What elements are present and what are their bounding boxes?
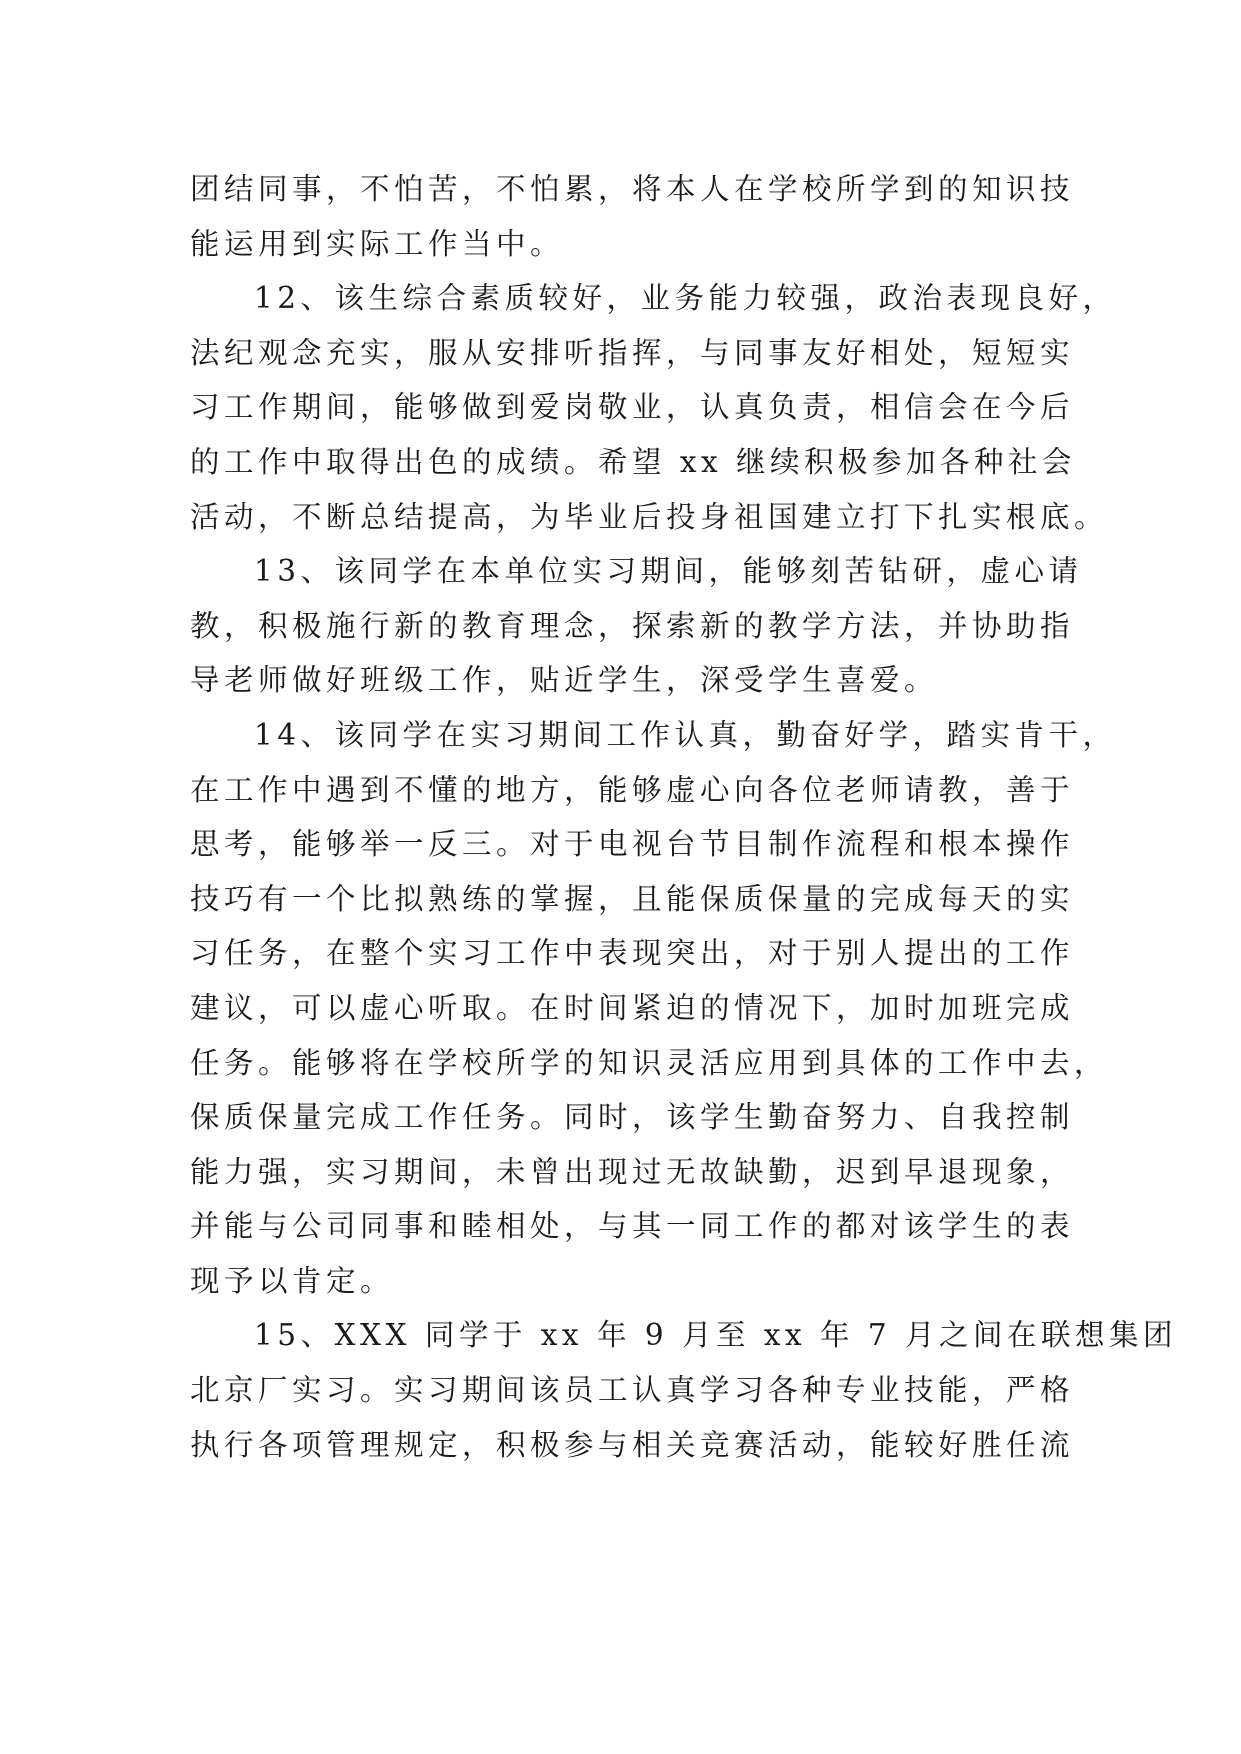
text-line: 保质保量完成工作任务。同时，该学生勤奋努力、自我控制 (190, 1100, 1075, 1135)
text-line: 的工作中取得出色的成绩。希望 xx 继续积极参加各种社会 (190, 444, 1077, 479)
text-line: 并能与公司同事和睦相处，与其一同工作的都对该学生的表 (190, 1209, 1075, 1244)
text-line: 现予以肯定。 (190, 1263, 395, 1298)
paragraph-13-start: 13、该同学在本单位实习期间，能够刻苦钻研，虚心请 (254, 554, 1083, 589)
text-line: 能力强，实习期间，未曾出现过无故缺勤，迟到早退现象， (190, 1154, 1075, 1189)
text-line: 活动，不断总结提高，为毕业后投身祖国建立打下扎实根底。 (190, 499, 1109, 534)
text-line: 技巧有一个比拟熟练的掌握，且能保质保量的完成每天的实 (190, 881, 1075, 916)
text-line: 北京厂实习。实习期间该员工认真学习各种专业技能，严格 (190, 1373, 1075, 1408)
text-line: 习工作期间，能够做到爱岗敬业，认真负责，相信会在今后 (190, 390, 1075, 425)
text-line: 思考，能够举一反三。对于电视台节目制作流程和根本操作 (190, 827, 1075, 862)
paragraph-14-start: 14、该同学在实习期间工作认真，勤奋好学，踏实肯干， (254, 717, 1117, 752)
text-line: 任务。能够将在学校所学的知识灵活应用到具体的工作中去， (190, 1045, 1109, 1080)
text-line: 习任务，在整个实习工作中表现突出，对于别人提出的工作 (190, 936, 1075, 971)
paragraph-12-start: 12、该生综合素质较好，业务能力较强，政治表现良好， (254, 281, 1117, 316)
text-line: 能运用到实际工作当中。 (190, 226, 565, 261)
text-line: 团结同事，不怕苦，不怕累，将本人在学校所学到的知识技 (190, 172, 1075, 206)
text-line: 执行各项管理规定，积极参与相关竞赛活动，能较好胜任流 (190, 1427, 1075, 1462)
paragraph-15-start: 15、XXX 同学于 xx 年 9 月至 xx 年 7 月之间在联想集团 (254, 1318, 1178, 1353)
document-body (190, 162, 1178, 1472)
text-line: 教，积极施行新的教育理念，探索新的教学方法，并协助指 (190, 608, 1075, 643)
text-line: 法纪观念充实，服从安排听指挥，与同事友好相处，短短实 (190, 335, 1075, 370)
text-line: 在工作中遇到不懂的地方，能够虚心向各位老师请教，善于 (190, 772, 1075, 807)
text-line: 建议，可以虚心听取。在时间紧迫的情况下，加时加班完成 (190, 990, 1075, 1025)
text-line: 导老师做好班级工作，贴近学生，深受学生喜爱。 (190, 663, 939, 698)
